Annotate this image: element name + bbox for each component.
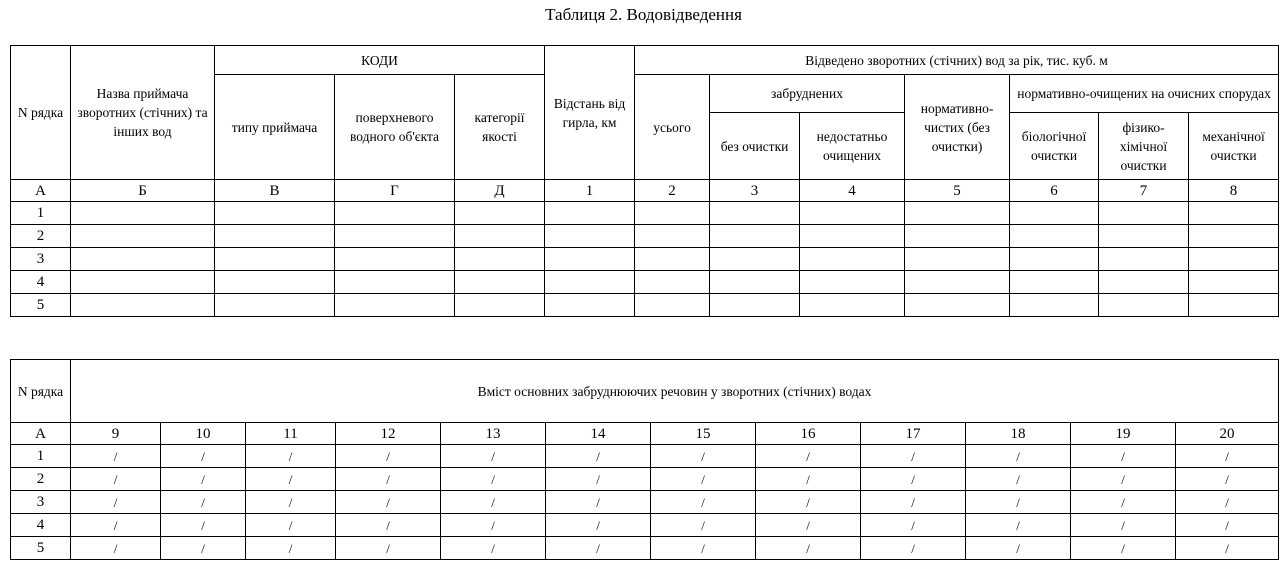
table-cell: / [861,537,966,560]
table-cell [455,294,545,317]
table-cell: / [1071,468,1176,491]
table-cell: / [651,491,756,514]
table-cell: / [71,537,161,560]
table-cell: / [1176,445,1279,468]
table-cell: / [246,445,336,468]
table-cell [635,271,710,294]
column-number: 20 [1176,423,1279,445]
row-number: 1 [11,202,71,225]
table-cell [710,271,800,294]
table-cell [335,225,455,248]
table-cell: / [336,445,441,468]
table-cell [215,271,335,294]
row-number: 4 [11,514,71,537]
table-cell [710,202,800,225]
table-row [11,248,1279,271]
table-cell [905,225,1010,248]
table-cell: / [246,468,336,491]
table-cell: / [651,514,756,537]
table-cell [905,294,1010,317]
table-cell [800,202,905,225]
pollutants-table [10,359,1279,560]
table-row [11,445,1279,468]
table-cell: / [336,491,441,514]
table-cell [1189,271,1279,294]
table-cell [1189,225,1279,248]
table-cell [335,248,455,271]
table-cell: / [161,537,246,560]
table-row [11,271,1279,294]
column-number: 9 [71,423,161,445]
header-physchem: фізико-хімічної очистки [1099,113,1189,180]
table-cell: / [861,491,966,514]
table-cell [710,248,800,271]
table-cell: / [756,514,861,537]
row-number: 5 [11,537,71,560]
table-cell [1010,271,1099,294]
table-cell [545,271,635,294]
table-cell [215,248,335,271]
column-letter: 3 [710,180,800,202]
table-cell: / [336,514,441,537]
column-number: 15 [651,423,756,445]
table-cell: / [71,468,161,491]
table-row [11,294,1279,317]
column-letter: Д [455,180,545,202]
row-number: 3 [11,248,71,271]
table-cell [710,294,800,317]
table-cell: / [161,491,246,514]
table-cell [905,271,1010,294]
table-cell: / [71,514,161,537]
table-cell: / [71,491,161,514]
table-cell: / [756,491,861,514]
table-cell: / [966,491,1071,514]
table-cell [1010,225,1099,248]
table-cell: / [441,491,546,514]
table-cell [335,271,455,294]
table-cell [1099,225,1189,248]
table-cell [1189,248,1279,271]
table-cell [71,202,215,225]
table-cell [800,225,905,248]
column-number: 18 [966,423,1071,445]
table-cell [800,271,905,294]
table-cell: / [966,468,1071,491]
table-cell [545,248,635,271]
table-cell: / [546,514,651,537]
table-cell: / [861,445,966,468]
table-row [11,468,1279,491]
table-cell: / [1071,445,1176,468]
column-number: 14 [546,423,651,445]
table-cell: / [756,468,861,491]
header-norm-clean: нормативно-чистих (без очистки) [905,75,1010,180]
table-cell [905,248,1010,271]
table-cell [635,202,710,225]
table-cell [635,225,710,248]
table-row [11,537,1279,560]
table-cell [1099,294,1189,317]
row-number: 2 [11,225,71,248]
column-number: 17 [861,423,966,445]
header-pollutant-content: Вміст основних забруднюючих речовин у зворотних (стічних) водах [71,360,1279,423]
table-cell: / [336,537,441,560]
header-receiver-name: Назва приймача зворотних (стічних) та інших вод [71,46,215,180]
table-cell [1099,202,1189,225]
table-cell: / [966,537,1071,560]
column-letter: 8 [1189,180,1279,202]
table-cell: / [441,468,546,491]
table-cell [545,294,635,317]
table-cell: / [966,445,1071,468]
column-number: А [11,423,71,445]
table-cell: / [1176,537,1279,560]
table-cell [1010,248,1099,271]
table-cell: / [756,537,861,560]
table-cell [71,225,215,248]
table-cell: / [1071,537,1176,560]
table-row [11,491,1279,514]
column-letter: В [215,180,335,202]
table-cell [545,225,635,248]
table-cell: / [546,468,651,491]
table-cell: / [546,445,651,468]
table-cell: / [861,468,966,491]
row-number: 1 [11,445,71,468]
table-cell [455,248,545,271]
table-cell [335,294,455,317]
table-cell [635,294,710,317]
header-row-number: N рядка [11,46,71,180]
header-insufficient: недостатньо очищених [800,113,905,180]
table-cell [1189,294,1279,317]
header-polluted: забруднених [710,75,905,113]
table-cell [1099,248,1189,271]
table-cell [1189,202,1279,225]
table-body [11,445,1279,560]
header-code-quality: категорії якості [455,75,545,180]
header-total: усього [635,75,710,180]
table-cell: / [441,514,546,537]
row-number: 4 [11,271,71,294]
table-cell [1099,271,1189,294]
table-cell [710,225,800,248]
table-cell: / [161,514,246,537]
table-cell: / [651,537,756,560]
table-cell: / [651,445,756,468]
header-code-type: типу приймача [215,75,335,180]
table-cell [71,294,215,317]
table-cell: / [1176,491,1279,514]
table-cell: / [161,445,246,468]
table-cell [455,271,545,294]
table-cell [800,248,905,271]
column-letter: 2 [635,180,710,202]
header-codes: КОДИ [215,46,545,75]
table-cell: / [1176,468,1279,491]
header-row-number: N рядка [11,360,71,423]
water-discharge-table [10,45,1279,317]
column-letters-row [11,180,1279,202]
column-number: 19 [1071,423,1176,445]
table-cell [800,294,905,317]
table-cell: / [1071,491,1176,514]
header-untreated: без очистки [710,113,800,180]
column-letter: 5 [905,180,1010,202]
table-cell [215,202,335,225]
table-cell: / [71,445,161,468]
header-distance: Відстань від гирла, км [545,46,635,180]
column-letter: А [11,180,71,202]
table-cell [455,225,545,248]
column-number: 10 [161,423,246,445]
table-cell [545,202,635,225]
table-cell: / [861,514,966,537]
table-cell: / [651,468,756,491]
table-cell [455,202,545,225]
table-cell: / [546,537,651,560]
table-cell: / [546,491,651,514]
table-row [11,514,1279,537]
table-cell: / [246,491,336,514]
column-letter: 6 [1010,180,1099,202]
table-cell: / [441,537,546,560]
row-number: 2 [11,468,71,491]
header-discharged: Відведено зворотних (стічних) вод за рік, тис. куб. м [635,46,1279,75]
table-cell: / [1176,514,1279,537]
column-letter: Б [71,180,215,202]
table-row [11,225,1279,248]
table-cell: / [756,445,861,468]
table-cell [635,248,710,271]
table-cell: / [246,514,336,537]
column-number: 12 [336,423,441,445]
column-number: 11 [246,423,336,445]
column-letter: 1 [545,180,635,202]
column-letter: 7 [1099,180,1189,202]
column-letter: 4 [800,180,905,202]
table-cell: / [161,468,246,491]
table-cell [1010,202,1099,225]
table-cell [1010,294,1099,317]
row-number: 3 [11,491,71,514]
table-body [11,202,1279,317]
header-norm-treated: нормативно-очищених на очисних спорудах [1010,75,1279,113]
table-cell: / [336,468,441,491]
table-cell: / [246,537,336,560]
column-number: 13 [441,423,546,445]
table-cell: / [441,445,546,468]
table-cell [71,248,215,271]
header-mechanical: механічної очистки [1189,113,1279,180]
table-cell [215,225,335,248]
column-numbers-row [11,423,1279,445]
table-cell [71,271,215,294]
row-number: 5 [11,294,71,317]
header-biological: біологічної очистки [1010,113,1099,180]
header-code-water-body: поверхневого водного об'єкта [335,75,455,180]
column-letter: Г [335,180,455,202]
table-cell [905,202,1010,225]
table-cell: / [1071,514,1176,537]
table-cell: / [966,514,1071,537]
table-row [11,202,1279,225]
table-cell [335,202,455,225]
page-title: Таблиця 2. Водовідведення [545,5,742,24]
table-cell [215,294,335,317]
column-number: 16 [756,423,861,445]
